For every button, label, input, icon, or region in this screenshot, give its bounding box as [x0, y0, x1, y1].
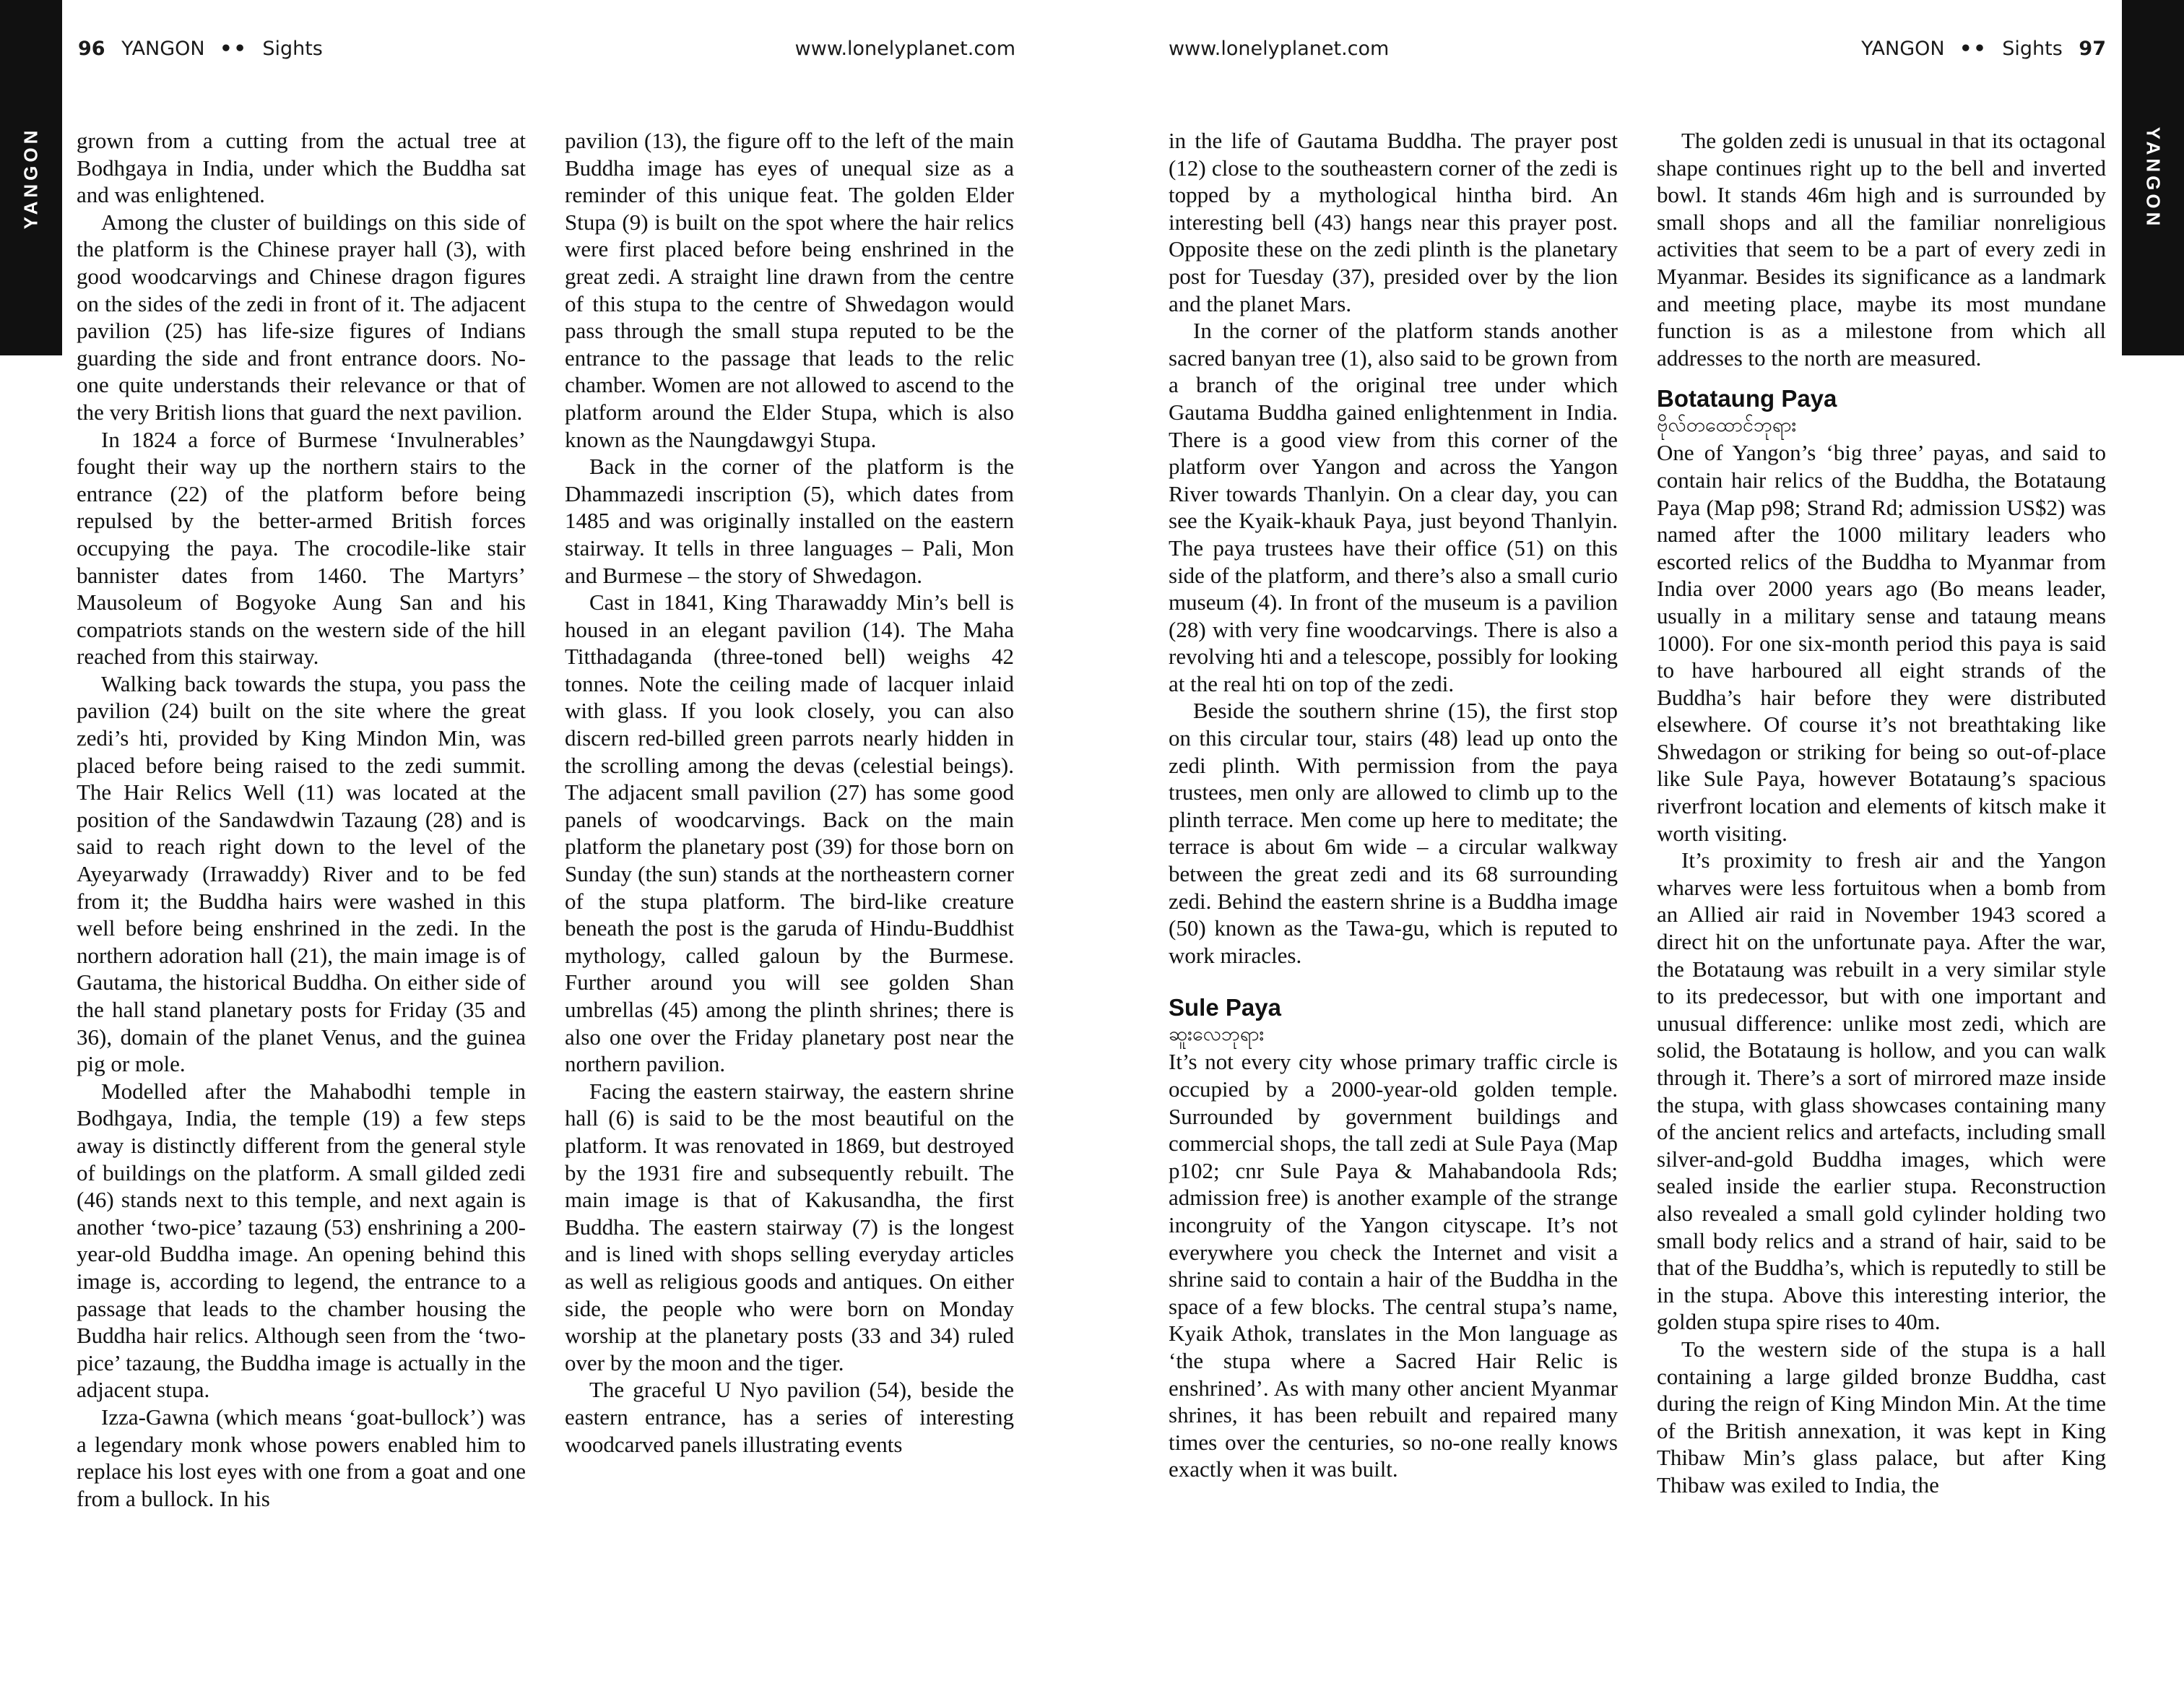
header-url: www.lonelyplanet.com: [1169, 38, 1390, 60]
page-number: 96: [78, 38, 105, 60]
paragraph: Modelled after the Mahabodhi temple in Bodhgaya, India, the temple (19) a few steps away is distinctly different from the general style of buildings on the platform. A small gilded zedi (46) stands next to this temple, and next again is another ‘two-pice’ tazaung (53) enshrining a 200-year-old Buddha image. An opening behind this image is, according to legend, the entrance to a passage that leads to the chamber housing the Buddha hair relics. Although seen from the ‘two-pice’ tazaung, the Buddha image is actually in the adjacent stupa.: [77, 1078, 526, 1403]
section-title-sule-paya: Sule Paya: [1169, 994, 1281, 1021]
chapter-tab-label: YANGON: [20, 126, 42, 229]
header-separator: ••: [220, 38, 248, 60]
paragraph: One of Yangon’s ‘big three’ payas, and said to contain hair relics of the Buddha, the Botataung Paya (Map p98; Strand Rd; admission US$2) was named after the 1000 military leaders who escorted relics of the Buddha to Myanmar from India over 2000 years ago (Bo means leader, usually in a military sense and tataung means 1000). For one six-month period this paya is said to have harboured all eight strands of the Buddha’s hair before they were distributed elsewhere. Of course it’s not breathtaking like Shwedagon or striking for being so out-of-place like Sule Paya, however Botataung’s spacious riverfront location and elements of kitsch make it worth visiting.: [1657, 440, 2106, 846]
paragraph: Back in the corner of the platform is the Dhammazedi inscription (5), which dates from 1485 and was originally installed on the eastern stairway. It tells in three languages – Pali, Mon and Burmese – the story of Shwedagon.: [565, 454, 1014, 588]
paragraph: Facing the eastern stairway, the eastern shrine hall (6) is said to be the most beautiful on the platform. It was renovated in 1869, but destroyed by the 1931 fire and subsequently rebuilt. The main image is that of Kakusandha, the first Buddha. The eastern stairway (7) is the longest and is lined with shops selling everyday articles as well as religious goods and antiques. On either side, the people who were born on Monday worship at the planetary posts (33 and 34) ruled over by the moon and the tiger.: [565, 1078, 1014, 1375]
paragraph: Cast in 1841, King Tharawaddy Min’s bell is housed in an elegant pavilion (14). The Maha Titthadaganda (three-toned bell) weighs 42 tonnes. Note the ceiling made of lacquer inlaid with glass. If you look closely, you can also discern red-billed green parrots nearly hidden in the scrolling among the devas (celestial beings). The adjacent small pavilion (27) has some good panels of woodcarvings. Back on the main platform the planetary post (39) for those born on Sunday (the sun) stands at the northeastern corner of the stupa platform. The bird-like creature beneath the post is the garuda of Hindu-Buddhist mythology, called galoun by the Burmese. Further around you will see golden Shan umbrellas (45) among the plinth shrines; there is also one over the Friday planetary post near the northern pavilion.: [565, 589, 1014, 1077]
right-page: [1092, 0, 2184, 1681]
section-subtitle-burmese: ဆူးလေဘုရား: [1169, 1023, 1265, 1046]
paragraph: In 1824 a force of Burmese ‘Invulnerables’ fought their way up the northern stairs to the entrance (22) of the platform before being repulsed by the better-armed British forces occupying the paya. The crocodile-like stair bannister dates from 1460. The Martyrs’ Mausoleum of Bogyoke Aung San and his compatriots stands on the western side of the hill reached from this stairway.: [77, 426, 526, 670]
paragraph: It’s not every city whose primary traffic circle is occupied by a 2000-year-old golden temple. Surrounded by government buildings and commercial shops, the tall zedi at Sule Paya (Map p102; cnr Sule Paya & Mahabandoola Rds; admission free) is another example of the strange incongruity of the Yangon cityscape. It’s not everywhere you check the Internet and visit a shrine said to contain a hair of the Buddha in the space of a few blocks. The central stupa’s name, Kyaik Athok, translates in the Mon language as ‘the stupa where a Sacred Hair Relic is enshrined’. As with many other ancient Myanmar shrines, it has been rebuilt and repaired many times over the centuries, so no-one really knows exactly when it was built.: [1169, 1049, 1618, 1482]
paragraph: grown from a cutting from the actual tree at Bodhgaya in India, under which the Buddha sat and was enlightened.: [77, 128, 526, 208]
header-separator: ••: [1959, 38, 1988, 60]
paragraph: Izza-Gawna (which means ‘goat-bullock’) was a legendary monk whose powers enabled him to replace his lost eyes with one from a goat and one from a bullock. In his: [77, 1404, 526, 1511]
paragraph: The graceful U Nyo pavilion (54), beside the eastern entrance, has a series of interesting woodcarved panels illustrating events: [565, 1377, 1014, 1457]
text-column: [1169, 127, 1618, 1644]
paragraph: To the western side of the stupa is a hall containing a large gilded bronze Buddha, cast during the reign of King Mindon Min. At the time of the British annexation, it was kept in King Thibaw Min’s glass palace, but after King Thibaw was exiled to India, the: [1657, 1336, 2106, 1498]
paragraph: The golden zedi is unusual in that its octagonal shape continues right up to the bell and inverted bowl. It stands 46m high and is surrounded by small shops and all the familiar nonreligious activities that seem to be a part of every zedi in Myanmar. Besides its significance as a landmark and meeting place, maybe its most mundane function is as a milestone from which all addresses to the north are measured.: [1657, 128, 2106, 371]
page-number: 97: [2079, 38, 2106, 60]
paragraph: pavilion (13), the figure off to the left of the main Buddha image has eyes of unequal size as a reminder of this unique feat. The golden Elder Stupa (9) is built on the spot where the hair relics were first placed before being enshrined in the great zedi. A straight line drawn from the centre of this stupa to the centre of Shwedagon would pass through the small stupa reputed to be the entrance to the passage that leads to the relic chamber. Women are not allowed to ascend to the platform around the Elder Stupa, which is also known as the Naungdawgyi Stupa.: [565, 128, 1014, 452]
header-section: Sights: [262, 38, 323, 60]
section-subtitle-burmese: ဗိုလ်တထောင်ဘုရား: [1657, 414, 1797, 437]
paragraph: in the life of Gautama Buddha. The prayer post (12) close to the southeastern corner of the zedi is topped by a mythological hintha bird. An interesting bell (43) hangs near this prayer post. Opposite these on the zedi plinth is the planetary post for Tuesday (37), presided over by the lion and the planet Mars.: [1169, 128, 1618, 316]
running-header: [78, 38, 323, 66]
header-chapter: YANGON: [121, 38, 205, 60]
text-column: [77, 127, 526, 1644]
chapter-tab-label: YANGON: [2142, 126, 2164, 229]
header-section: Sights: [2002, 38, 2063, 60]
section-title-botataung-paya: Botataung Paya: [1657, 385, 1837, 412]
header-url: www.lonelyplanet.com: [794, 38, 1015, 60]
header-chapter: YANGON: [1861, 38, 1945, 60]
text-column: [565, 127, 1014, 1644]
chapter-tab: [2122, 0, 2184, 355]
text-column: [1657, 127, 2106, 1644]
paragraph: In the corner of the platform stands another sacred banyan tree (1), also said to be grown from a branch of the original tree under which Gautama Buddha gained enlightenment in India. There is a good view from this corner of the platform over Yangon and across the Yangon River towards Thanlyin. On a clear day, you can see the Kyaik-khauk Paya, just beyond Thanlyin. The paya trustees have their office (51) on this side of the platform, and there’s also a small curio museum (4). In front of the museum is a pavilion (28) with very fine woodcarvings. There is also a revolving hti and a telescope, possibly for looking at the real hti on top of the zedi.: [1169, 318, 1618, 696]
paragraph: Among the cluster of buildings on this side of the platform is the Chinese prayer hall (3), with good woodcarvings and Chinese dragon figures on the sides of the zedi in front of it. The adjacent pavilion (25) has life-size figures of Indians guarding the side and front entrance doors. No-one quite understands their relevance or that of the very British lions that guard the next pavilion.: [77, 209, 526, 425]
paragraph: Beside the southern shrine (15), the first stop on this circular tour, stairs (48) lead up onto the zedi plinth. With permission from the paya trustees, men only are allowed to climb up to the plinth terrace. Men come up here to meditate; the terrace is about 6m wide – a circular walkway between the great zedi and its 68 surrounding zedi. Behind the eastern shrine is a Buddha image (50) known as the Tawa-gu, which is reputed to work miracles.: [1169, 698, 1618, 968]
paragraph: Walking back towards the stupa, you pass the pavilion (24) built on the site where the great zedi’s hti, provided by King Mindon Min, was placed before being raised to the zedi summit. The Hair Relics Well (11) was located at the position of the Sandawdwin Tazaung (28) and is said to reach right down to the level of the Ayeyarwady (Irrawaddy) River and to be fed from it; the Buddha hairs were washed in this well before being enshrined in the zedi. In the northern adoration hall (21), the main image is of Gautama, the historical Buddha. On either side of the hall stand planetary posts for Friday (35 and 36), domain of the planet Venus, and the guinea pig or mole.: [77, 670, 526, 1077]
chapter-tab: [0, 0, 62, 355]
running-header: [1861, 38, 2106, 66]
paragraph: It’s proximity to fresh air and the Yangon wharves were less fortuitous when a bomb from an Allied air raid in November 1943 scored a direct hit on the unfortunate paya. After the war, the Botataung was rebuilt in a very similar style to its predecessor, but with one important and unusual difference: unlike most zedi, which are solid, the Botataung is hollow, and you can walk through it. There’s a sort of mirrored maze inside the stupa, with glass showcases containing many of the ancient relics and artefacts, including small silver-and-gold Buddha images, which were sealed inside the earlier stupa. Reconstruction also revealed a small gold cylinder holding two small body relics and a strand of hair, said to be that of the Buddha’s, which is reputedly to still be in the stupa. Above this interesting interior, the golden stupa spire rises to 40m.: [1657, 847, 2106, 1335]
